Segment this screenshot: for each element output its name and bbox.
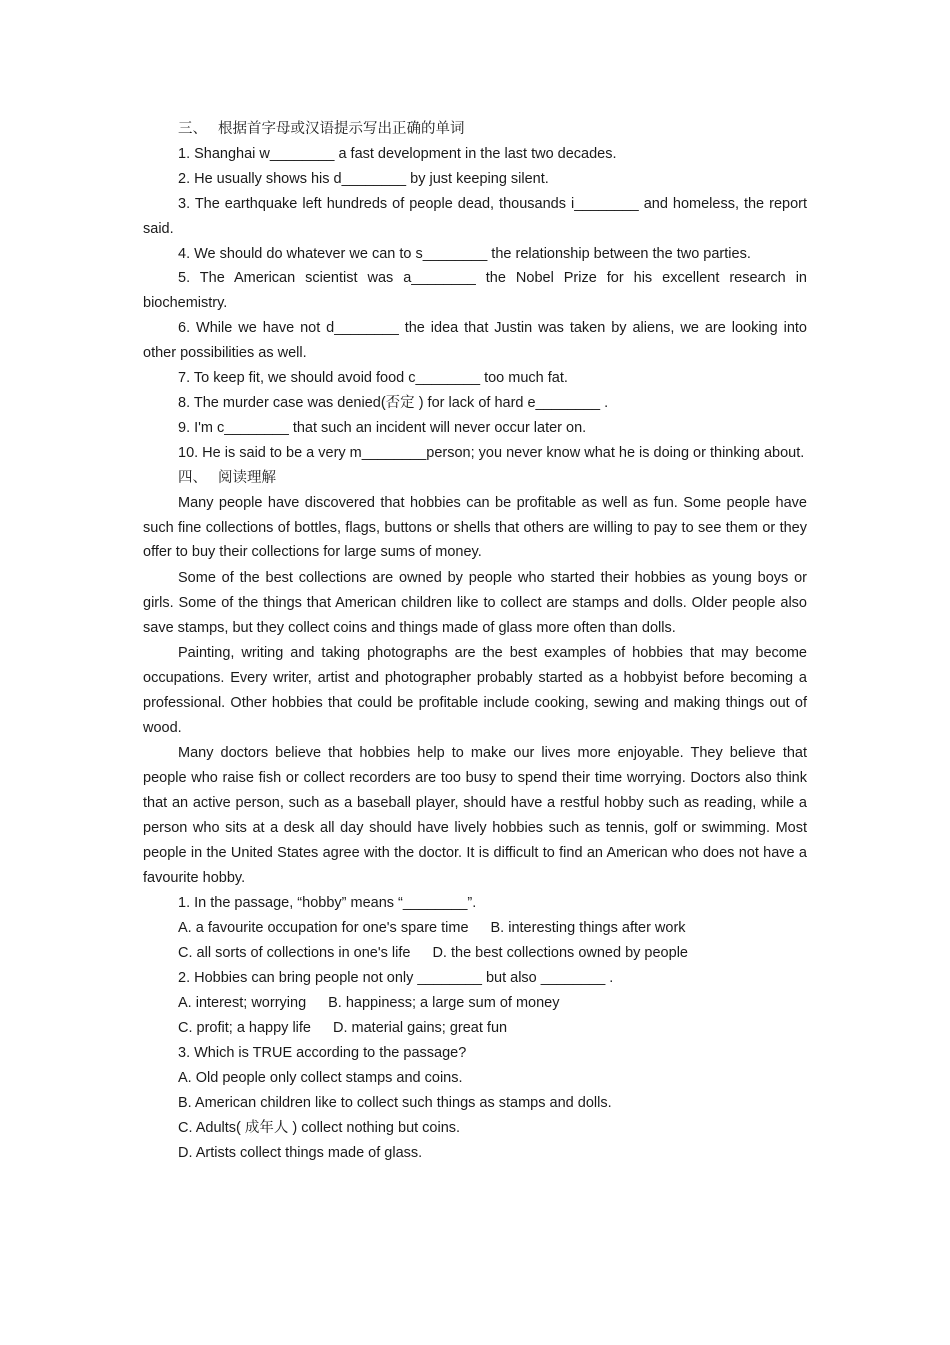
fill-item-7: 7. To keep fit, we should avoid food c________ too much fat. xyxy=(178,370,568,387)
question-1-option-d: D. the best collections owned by people xyxy=(432,945,688,962)
question-3-stem: 3. Which is TRUE according to the passage? xyxy=(178,1044,467,1061)
passage-paragraph-4: Many doctors believe that hobbies help to make our lives more enjoyable. They believe that people who raise fish or collect recorders are too busy to spend their time worrying. Doctors also think that an active person, such as a baseball player, should have a restful hobby such as reading, while a person who sits at a desk all day should have lively hobbies such as tennis, golf or swimming. Most people in the United States agree with the doctor. It is difficult to find an American who does not have a favourite hobby. xyxy=(143,745,807,886)
question-3-option-c: C. Adults( 成年人 ) collect nothing but coins. xyxy=(178,1119,461,1136)
section-3-heading xyxy=(143,117,807,142)
question-2-option-c: C. profit; a happy life xyxy=(178,1020,311,1036)
question-3-option-d: D. Artists collect things made of glass. xyxy=(178,1144,423,1161)
section-4-number: 四、 xyxy=(178,469,207,486)
question-3-option-a: A. Old people only collect stamps and coins. xyxy=(178,1069,463,1086)
document-content xyxy=(143,117,807,1165)
question-3-option-b: B. American children like to collect such things as stamps and dolls. xyxy=(178,1094,612,1111)
fill-item-3: 3. The earthquake left hundreds of people dead, thousands i________ and homeless, the report said. xyxy=(143,195,807,237)
fill-item-5: 5. The American scientist was a________ the Nobel Prize for his excellent research in biochemistry. xyxy=(143,270,807,312)
question-1-stem: 1. In the passage, “hobby” means “________”. xyxy=(178,895,477,912)
question-2-option-d: D. material gains; great fun xyxy=(333,1020,508,1036)
passage-paragraph-3: Painting, writing and taking photographs are the best examples of hobbies that may become occupations. Every writer, artist and photographer probably started as a hobbyist before becoming a professional. Other hobbies that could be profitable include cooking, sewing and making things out of wood. xyxy=(143,645,807,736)
section-4-title: 阅读理解 xyxy=(218,469,276,486)
fill-item-2: 2. He usually shows his d________ by just keeping silent. xyxy=(178,170,549,187)
fill-item-4: 4. We should do whatever we can to s________ the relationship between the two parties. xyxy=(178,245,751,262)
fill-item-10: 10. He is said to be a very m________person; you never know what he is doing or thinking about. xyxy=(178,444,805,461)
question-1-option-c: C. all sorts of collections in one's life xyxy=(178,945,411,962)
section-4-heading xyxy=(143,466,807,491)
fill-item-9: 9. I'm c________ that such an incident will never occur later on. xyxy=(178,419,587,436)
question-1-options-row-1 xyxy=(143,916,807,941)
fill-item-1: 1. Shanghai w________ a fast development in the last two decades. xyxy=(178,145,617,162)
question-2-option-b: B. happiness; a large sum of money xyxy=(328,995,560,1012)
passage-paragraph-1: Many people have discovered that hobbies can be profitable as well as fun. Some people have such fine collections of bottles, flags, buttons or shells that others are willing to pay to see them or they offer to buy their collections for large sums of money. xyxy=(143,494,807,561)
question-2-stem: 2. Hobbies can bring people not only ________ but also ________ . xyxy=(178,970,614,987)
question-1-options-row-2 xyxy=(143,941,807,966)
question-2-options-row-1 xyxy=(143,991,807,1016)
fill-item-6: 6. While we have not d________ the idea that Justin was taken by aliens, we are looking into other possibilities as well. xyxy=(143,320,807,362)
question-2-option-a: A. interest; worrying xyxy=(178,995,307,1012)
section-3-title: 根据首字母或汉语提示写出正确的单词 xyxy=(218,121,465,137)
fill-item-8: 8. The murder case was denied(否定 ) for lack of hard e________ . xyxy=(178,394,609,411)
question-2-options-row-2 xyxy=(143,1016,807,1041)
question-1-option-b: B. interesting things after work xyxy=(490,920,686,937)
passage-paragraph-2: Some of the best collections are owned by people who started their hobbies as young boys or girls. Some of the things that American children like to collect are stamps and dolls. Older people also save stamps, but they collect coins and things made of glass more often than dolls. xyxy=(143,569,807,636)
question-1-option-a: A. a favourite occupation for one's spare time xyxy=(178,920,469,937)
section-3-number: 三、 xyxy=(178,121,207,137)
